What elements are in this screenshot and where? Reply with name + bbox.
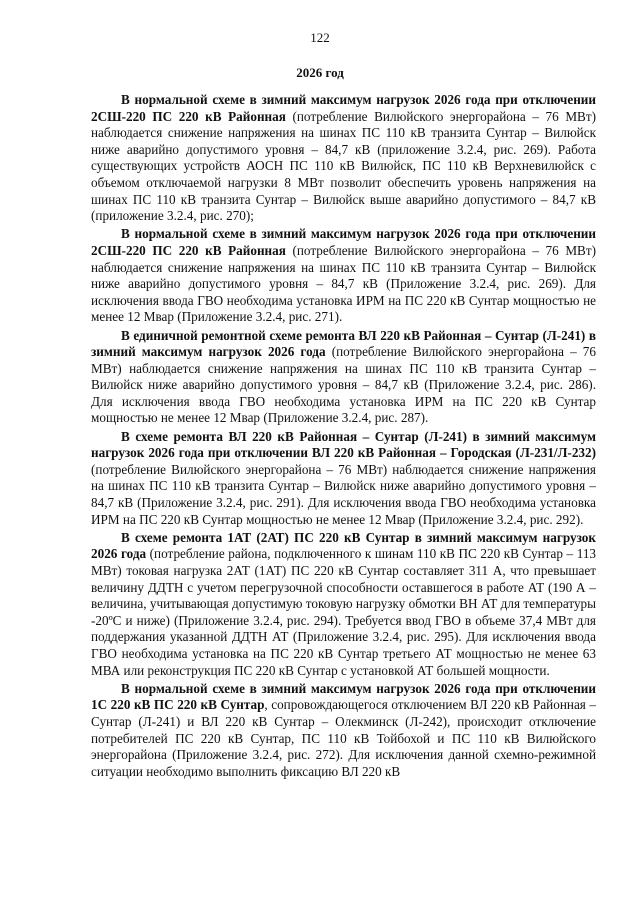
paragraph-text: , сопровождающегося отключением ВЛ 220 кВ Районная – Сунтар (Л-241) и ВЛ 220 кВ Сунтар – Олекминск (Л-242), происходит отключение потребителей ПС 220 кВ Сунтар, ПС 110 кВ Тойбохой и ПС 110 кВ Вилюйского энергорайона (Приложение 3.2.4, рис. 272). Для исключения данной схемно-режимной ситуации необходимо выполнить фиксацию ВЛ 220 кВ bbox=[91, 697, 596, 779]
paragraph-lead: В единичной ремонтной схеме ремонта ВЛ 220 кВ Районная – Сунтар (Л-241) в зимний максимум нагрузок 2026 года bbox=[91, 327, 596, 360]
paragraph bbox=[91, 681, 596, 781]
paragraph-text: (потребление Вилюйского энергорайона – 76 МВт) наблюдается снижение напряжения на шинах ПС 110 кВ транзита Сунтар – Вилюйск ниже аварийно допустимого уровня – 84,7 кВ (Приложение 3.2.4, рис. 291). Для исключения ввода ГВО необходима установка ИРМ на ПС 220 кВ Сунтар мощностью не менее 12 Мвар (Приложение 3.2.4, рис. 292). bbox=[91, 461, 596, 527]
paragraph-lead: В нормальной схеме в зимний максимум нагрузок 2026 года при отключении 2СШ-220 ПС 220 кВ Районная bbox=[91, 226, 596, 258]
paragraph bbox=[91, 92, 596, 225]
body-text bbox=[91, 92, 596, 782]
paragraph-lead: В схеме ремонта ВЛ 220 кВ Районная – Сунтар (Л-241) в зимний максимум нагрузок 2026 года при отключении ВЛ 220 кВ Районная – Городская (Л-231/Л-232) bbox=[91, 428, 596, 461]
paragraph bbox=[91, 328, 596, 428]
paragraph-text: (потребление Вилюйского энергорайона – 76 МВт) наблюдается снижение напряжения на шинах ПС 110 кВ транзита Сунтар – Вилюйск ниже аварийно допустимого уровня – 84,7 кВ (приложение 3.2.4, рис. 269). Работа существующих устройств АОСН ПС 110 кВ Вилюйск, ПС 110 кВ Верхневилюйск с объемом отключаемой нагрузки 8 МВт позволит обеспечить уровень напряжения на шинах ПС 110 кВ транзита Сунтар – Вилюйск выше аварийно допустимого – 84,7 кВ (приложение 3.2.4, рис. 270); bbox=[91, 108, 597, 224]
paragraph bbox=[91, 429, 596, 529]
paragraph-text: (потребление Вилюйского энергорайона – 76 МВт) наблюдается снижение напряжения на шинах ПС 110 кВ транзита Сунтар – Вилюйск ниже аварийно допустимого уровня – 84,7 кВ (Приложение 3.2.4, рис. 269). Для исключения ввода ГВО необходима установка ИРМ на ПС 220 кВ Сунтар мощностью не менее 12 Мвар (Приложение 3.2.4, рис. 271). bbox=[91, 242, 597, 325]
page-number: 122 bbox=[310, 30, 330, 45]
paragraph-lead: В нормальной схеме в зимний максимум нагрузок 2026 года при отключении 2СШ-220 ПС 220 кВ Районная bbox=[91, 92, 596, 124]
paragraph-text: (потребление Вилюйского энергорайона – 76 МВт) наблюдается снижение напряжения на шинах ПС 110 кВ транзита Сунтар – Вилюйск ниже аварийно допустимого уровня – 84,7 кВ (Приложение 3.2.4, рис. 286). Для исключения ввода ГВО необходима установка ИРМ на ПС 220 кВ Сунтар мощностью не менее 12 Мвар (Приложение 3.2.4, рис. 287). bbox=[91, 344, 596, 426]
paragraph bbox=[91, 226, 596, 326]
paragraph bbox=[91, 530, 596, 679]
paragraph-text: (потребление района, подключенного к шинам 110 кВ ПС 220 кВ Сунтар – 113 МВт) токовая нагрузка 2АТ (1АТ) ПС 220 кВ Сунтар составляет 311 А, что превышает величину ДДТН с учетом перегрузочной способности оставшегося в работе АТ (190 А – величина, учитывающая допустимую токовую нагрузку обмотки ВН АТ для температуры -20ºС и ниже) (Приложение 3.2.4, рис. 294). Требуется ввод ГВО в объеме 37,4 МВт для поддержания указанной ДДТН АТ (Приложение 3.2.4, рис. 295). Для исключения ввода ГВО необходима установка на ПС 220 кВ Сунтар третьего АТ мощностью не менее 63 МВА или реконструкция ПС 220 кВ Сунтар с установкой АТ большей мощности. bbox=[91, 546, 597, 678]
paragraph-lead: В схеме ремонта 1АТ (2АТ) ПС 220 кВ Сунтар в зимний максимум нагрузок 2026 года bbox=[91, 529, 596, 562]
section-title: 2026 год bbox=[296, 65, 344, 80]
paragraph-lead: В нормальной схеме в зимний максимум нагрузок 2026 года при отключении 1С 220 кВ ПС 220 кВ Сунтар bbox=[91, 680, 596, 713]
